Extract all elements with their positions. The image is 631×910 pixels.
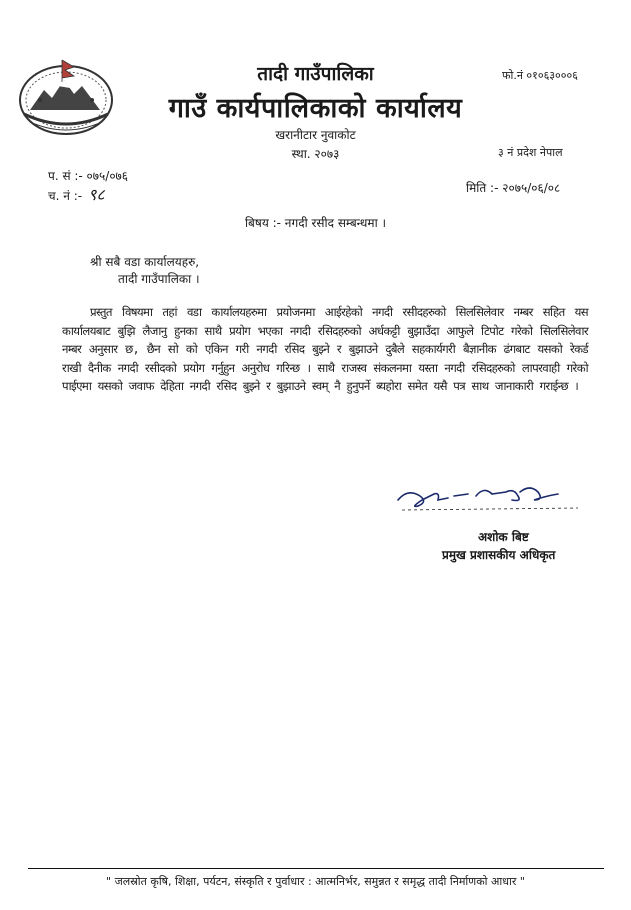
addressee-line-1: श्री सबै वडा कार्यालयहरु,: [90, 255, 200, 269]
office-title: गाउँ कार्यपालिकाको कार्यालय: [168, 93, 463, 124]
footer-divider: [28, 868, 604, 869]
established-year: स्था. २०७३: [291, 147, 340, 161]
office-location: खरानीटार नुवाकोट: [275, 128, 356, 142]
letter-body: प्रस्तुत विषयमा तहां वडा कार्यालयहरुमा प्रयोजनमा आईरहेको नगदी रसीदहरुको सिलसिलेवार नम्बर सहित यस कार्यालयबाट बुझि लैजानु हुनका साथै प्रयोग भएका नगदी रसिदहरुको अर्धकट्टी बुझाउँदा आफुले टिपोट गरेको सिलसिलेवार नम्बर अनुसार छ, छैन सो को एकिन गरी नगदी रसिद बुझ्ने र बुझाउने दुबैले सहकार्यगरी बैज्ञानीक ढंगबाट यसको रेकर्ड राखी दैनीक नगदी रसीदको प्रयोग गर्नुहुन अनुरोध गरिन्छ । साथै राजस्व संकलनमा यस्ता नगदी रसिदहरुको लापरवाही गरेको पाईएमा यसको जवाफ देहिता नगदी रसिद बुझ्ने र बुझाउने स्वम् नै हुनुपर्ने ब्यहोरा समेत यसै पत्र साथ जानाकारी गराईन्छ ।: [62, 305, 588, 394]
reference-number: प. सं :- ०७५/०७६: [48, 169, 129, 183]
org-name: तादी गाउँपालिका: [257, 63, 374, 85]
subject-line: बिषय :- नगदी रसीद सम्बन्धमा ।: [244, 216, 387, 230]
footer-motto: " जलस्रोत कृषि, शिक्षा, पर्यटन, संस्कृति र पुर्वाधार : आत्मनिर्भर, समुन्नत र समृद्ध तादी निर्माणको आधार ": [106, 875, 525, 888]
province-label: ३ नं प्रदेश नेपाल: [498, 146, 563, 159]
letter-date: मिति :- २०७५/०६/०८: [466, 181, 561, 195]
dispatch-number: [48, 183, 105, 205]
signer-title: प्रमुख प्रशासकीय अधिकृत: [442, 548, 556, 562]
dispatch-number-label: च. नं :-: [48, 189, 83, 203]
addressee-line-2: तादी गाउँपालिका ।: [118, 272, 200, 286]
phone-number: फो.नं ०१०६३०००६: [502, 69, 578, 82]
signer-name: अशोक बिष्ट: [478, 530, 529, 544]
dispatch-number-value: ९८: [88, 185, 105, 204]
signature-image: [388, 470, 588, 522]
